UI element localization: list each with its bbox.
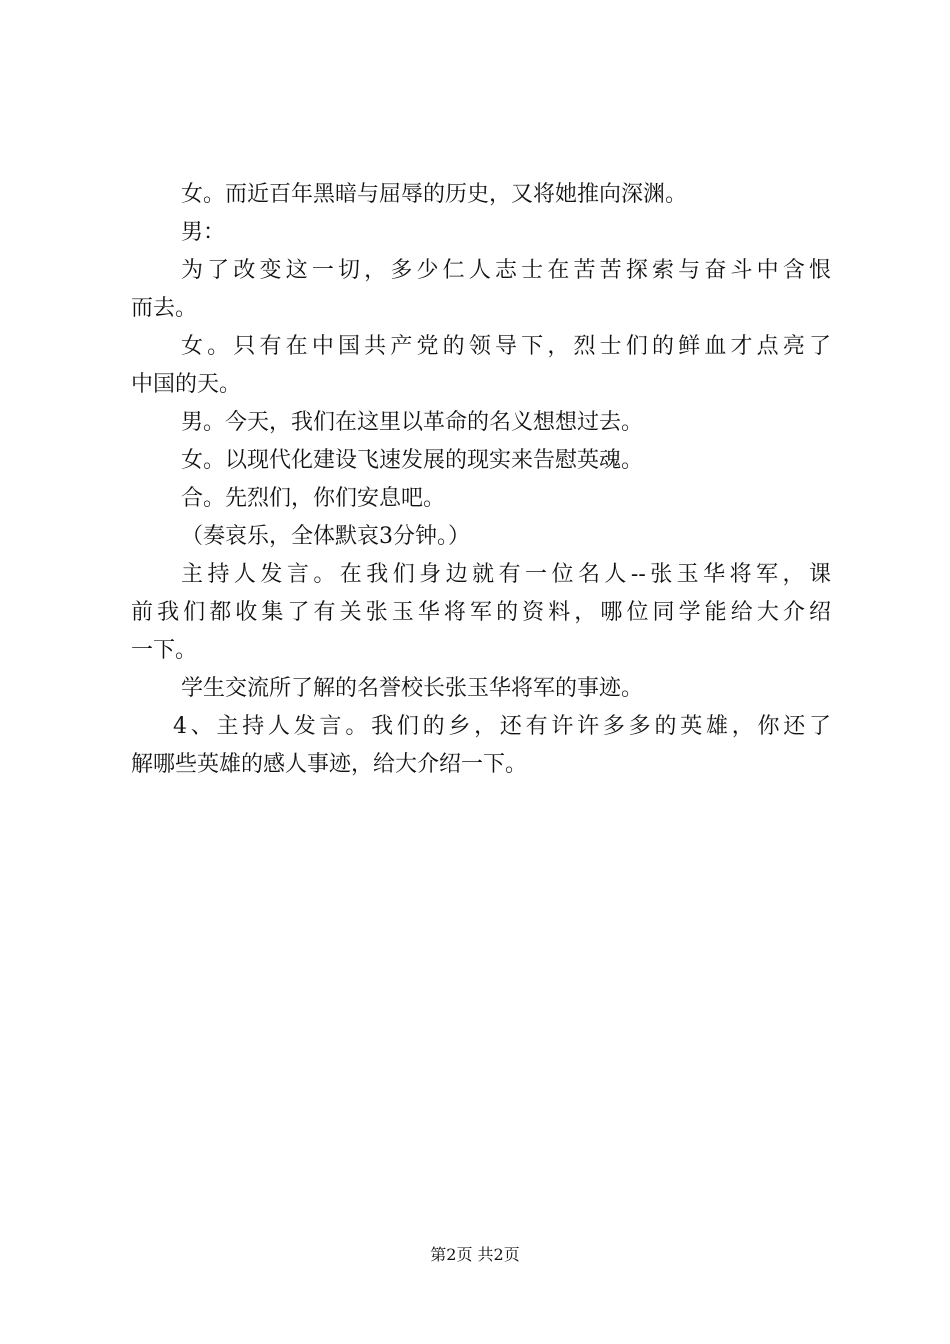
paragraph-line: 4、主持人发言。我们的乡，还有许许多多的英雄，你还了 [173,714,831,739]
page-footer: 第2页 共2页 [430,1245,520,1264]
paragraph-line: 学生交流所了解的名誉校长张玉华将军的事迹。 [181,676,644,701]
paragraph-line: 为了改变这一切，多少仁人志士在苦苦探索与奋斗中含恨 [181,258,831,283]
document-body [131,176,831,784]
paragraph-line: 前我们都收集了有关张玉华将军的资料，哪位同学能给大介绍 [131,600,831,625]
paragraph-line: 主持人发言。在我们身边就有一位名人--张玉华将军，课 [181,562,831,587]
paragraph-line: 女。而近百年黑暗与屈辱的历史，又将她推向深渊。 [181,182,688,207]
paragraph-line: 女。以现代化建设飞速发展的现实来告慰英魂。 [181,448,644,473]
paragraph-line: 男。今天，我们在这里以革命的名义想想过去。 [181,410,644,435]
paragraph-line: （奏哀乐，全体默哀3分钟。） [181,524,470,549]
paragraph-line: 解哪些英雄的感人事迹，给大介绍一下。 [131,752,528,777]
paragraph-line: 合。先烈们，你们安息吧。 [181,486,446,511]
paragraph-line: 中国的天。 [131,372,242,397]
paragraph-line: 一下。 [131,638,198,663]
paragraph-line: 男： [181,220,226,245]
paragraph-line: 女。只有在中国共产党的领导下，烈士们的鲜血才点亮了 [181,334,831,359]
paragraph-line: 而去。 [131,296,198,321]
